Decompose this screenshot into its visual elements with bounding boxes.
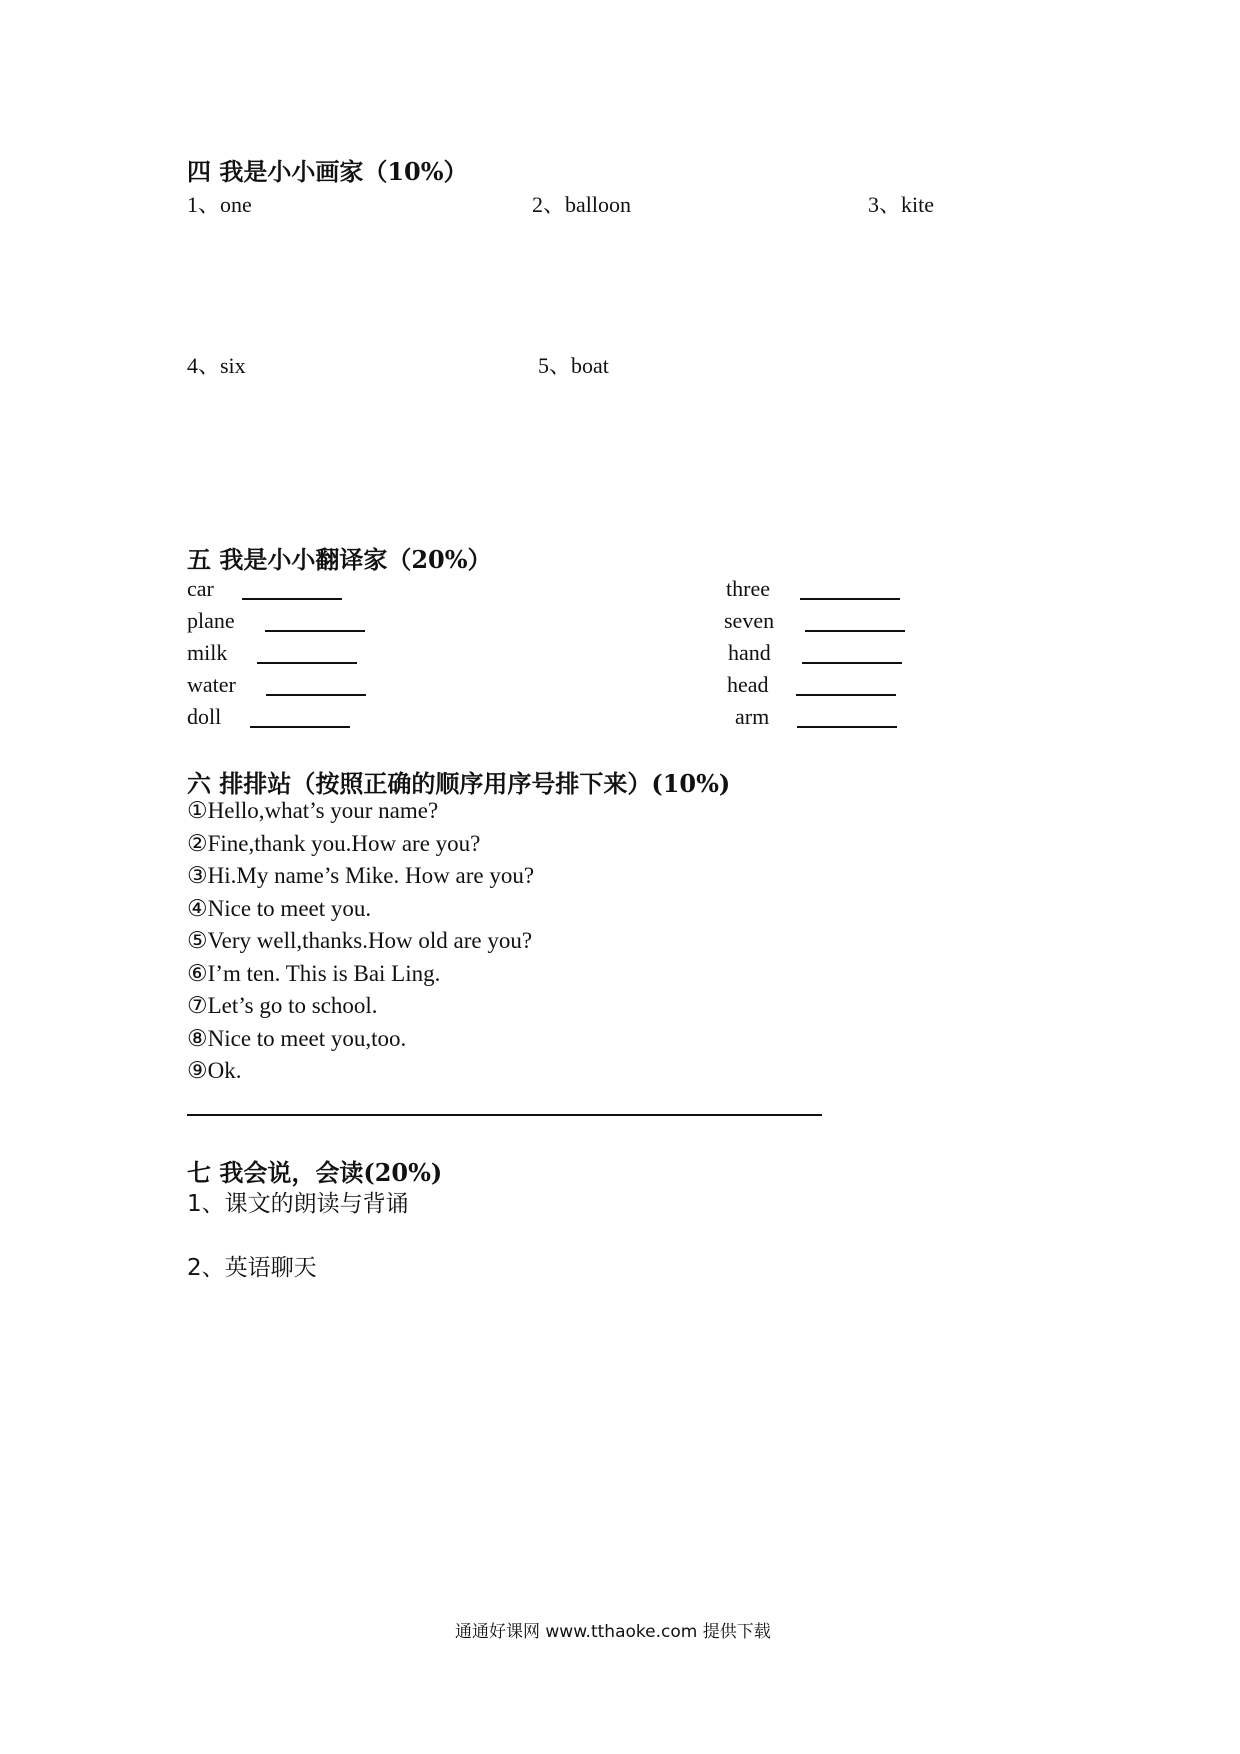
translate-word-head: head: [727, 672, 769, 697]
dialogue-line-3: ③Hi.My name’s Mike. How are you?: [187, 863, 535, 888]
order-answer-line[interactable]: [187, 1114, 822, 1116]
section6-title: 六 排排站（按照正确的顺序用序号排下来）(10%): [187, 769, 731, 798]
section4-item-5: 5、boat: [538, 353, 609, 378]
section4-title: 四 我是小小画家（10%）: [187, 157, 468, 186]
section5-title: 五 我是小小翻译家（20%）: [187, 545, 492, 574]
section4-item-2: 2、balloon: [532, 192, 631, 217]
translate-blank-arm[interactable]: [797, 726, 897, 728]
translate-word-doll: doll: [187, 704, 222, 729]
translate-word-water: water: [187, 672, 236, 697]
translate-blank-hand[interactable]: [802, 662, 902, 664]
translate-word-three: three: [726, 576, 770, 601]
translate-word-hand: hand: [728, 640, 771, 665]
dialogue-line-9: ⑨Ok.: [187, 1058, 242, 1083]
translate-word-milk: milk: [187, 640, 228, 665]
dialogue-line-7: ⑦Let’s go to school.: [187, 993, 378, 1018]
translate-blank-three[interactable]: [800, 598, 900, 600]
translate-word-car: car: [187, 576, 214, 601]
section4-item-3: 3、kite: [868, 192, 934, 217]
section7-item-2: 2、英语聊天: [187, 1255, 317, 1281]
translate-word-seven: seven: [724, 608, 775, 633]
dialogue-line-4: ④Nice to meet you.: [187, 896, 372, 921]
translate-blank-head[interactable]: [796, 694, 896, 696]
dialogue-line-6: ⑥I’m ten. This is Bai Ling.: [187, 961, 441, 986]
translate-word-arm: arm: [735, 704, 770, 729]
page-footer: 通通好课网 www.tthaoke.com 提供下载: [455, 1622, 771, 1642]
translate-word-plane: plane: [187, 608, 235, 633]
translate-blank-milk[interactable]: [257, 662, 357, 664]
dialogue-line-8: ⑧Nice to meet you,too.: [187, 1026, 407, 1051]
translate-blank-plane[interactable]: [265, 630, 365, 632]
dialogue-line-2: ②Fine,thank you.How are you?: [187, 831, 481, 856]
section7-title: 七 我会说，会读(20%): [187, 1158, 443, 1187]
translate-blank-doll[interactable]: [250, 726, 350, 728]
section4-item-1: 1、one: [187, 192, 252, 217]
translate-blank-water[interactable]: [266, 694, 366, 696]
section7-item-1: 1、课文的朗读与背诵: [187, 1191, 409, 1217]
translate-blank-seven[interactable]: [805, 630, 905, 632]
dialogue-line-5: ⑤Very well,thanks.How old are you?: [187, 928, 533, 953]
translate-blank-car[interactable]: [242, 598, 342, 600]
dialogue-line-1: ①Hello,what’s your name?: [187, 798, 439, 823]
section4-item-4: 4、six: [187, 353, 246, 378]
